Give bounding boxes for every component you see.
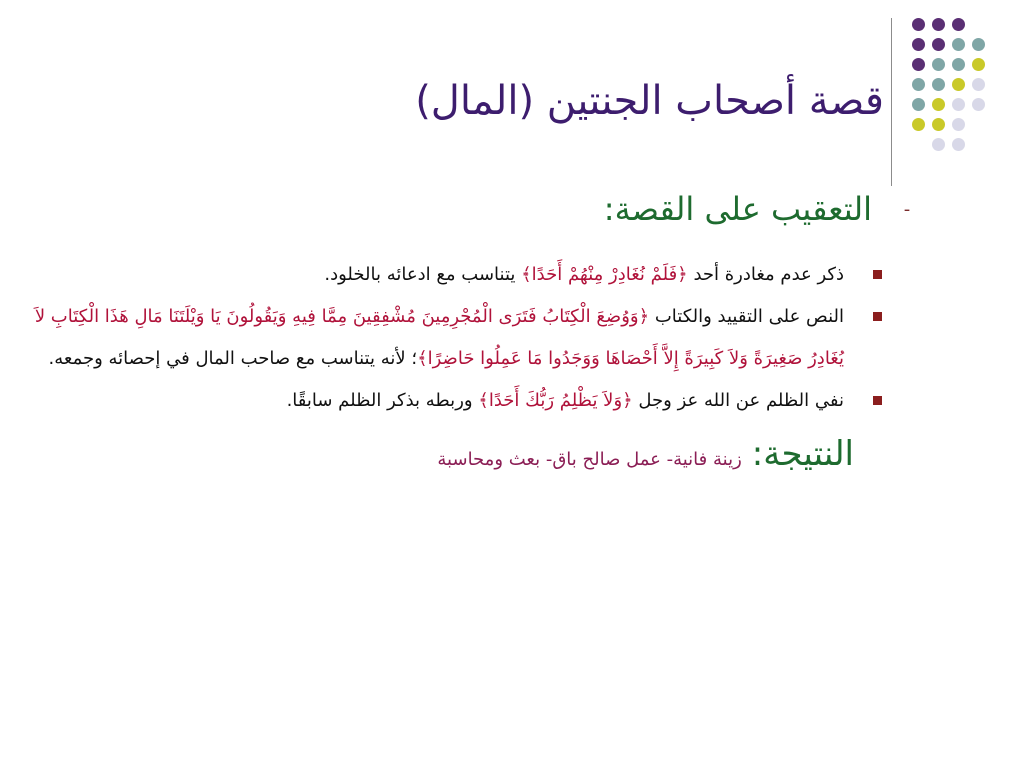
list-item	[24, 254, 854, 296]
slide-body	[24, 190, 911, 474]
decorative-dot	[912, 58, 925, 71]
result-label: النتيجة:	[751, 434, 854, 474]
decorative-dot	[952, 38, 965, 51]
quran-verse: ﴿وَوُضِعَ الْكِتَابُ فَتَرَى الْمُجْرِمِينَ مُشْفِقِينَ مِمَّا فِيهِ وَيَقُولُونَ يَا وَيْلَتَنَا مَالِ هَذَا الْكِتَابِ لاَ يُغَادِرُ صَغِيرَةً وَلاَ كَبِيرَةً إِلاَّ أَحْصَاهَا وَوَجَدُوا مَا عَمِلُوا حَاضِرًا﴾	[34, 306, 844, 369]
decorative-dot	[972, 58, 985, 71]
title-divider-line	[891, 18, 892, 186]
decorative-dot	[912, 138, 925, 151]
subheading: التعقيب على القصة:	[603, 190, 872, 228]
subheading-dash: -	[903, 198, 911, 220]
decorative-dot	[932, 38, 945, 51]
decorative-dot	[932, 118, 945, 131]
list-item	[24, 380, 854, 422]
decorative-dot	[972, 98, 985, 111]
decorative-dot	[912, 98, 925, 111]
quran-verse: ﴿فَلَمْ نُغَادِرْ مِنْهُمْ أَحَدًا﴾	[521, 264, 688, 285]
subheading-row	[24, 190, 942, 228]
decorative-dot	[952, 18, 965, 31]
decorative-dot	[932, 58, 945, 71]
decorative-dot	[912, 78, 925, 91]
result-text: زينة فانية- عمل صالح باق- بعث ومحاسبة	[437, 449, 742, 470]
decorative-dot	[912, 18, 925, 31]
decorative-dot	[932, 138, 945, 151]
bullet-text: يتناسب مع ادعائه بالخلود.	[324, 264, 522, 285]
bullet-list	[24, 254, 854, 422]
decorative-dot	[932, 98, 945, 111]
decorative-dot	[972, 118, 985, 131]
decorative-dot	[912, 38, 925, 51]
bullet-text: ؛ لأنه يتناسب مع صاحب المال في إحصائه وجمعه.	[48, 348, 418, 369]
slide-title: قصة أصحاب الجنتين (المال)	[415, 78, 884, 124]
decorative-dot	[932, 18, 945, 31]
list-item	[24, 296, 854, 380]
decorative-dot	[952, 138, 965, 151]
bullet-text: نفي الظلم عن الله عز وجل	[632, 390, 844, 411]
decorative-dot	[952, 78, 965, 91]
decorative-dot	[972, 38, 985, 51]
bullet-text: ذكر عدم مغادرة أحد	[687, 264, 844, 285]
decorative-dot-grid	[912, 18, 989, 155]
decorative-dot	[932, 78, 945, 91]
decorative-dot	[972, 138, 985, 151]
decorative-dot	[912, 118, 925, 131]
quran-verse: ﴿وَلاَ يَظْلِمُ رَبُّكَ أَحَدًا﴾	[478, 390, 633, 411]
bullet-text: وربطه بذكر الظلم سابقًا.	[286, 390, 479, 411]
decorative-dot	[952, 98, 965, 111]
decorative-dot	[952, 58, 965, 71]
result-row	[24, 434, 854, 474]
decorative-dot	[972, 18, 985, 31]
decorative-dot	[952, 118, 965, 131]
decorative-dot	[972, 78, 985, 91]
bullet-text: النص على التقييد والكتاب	[649, 306, 844, 327]
